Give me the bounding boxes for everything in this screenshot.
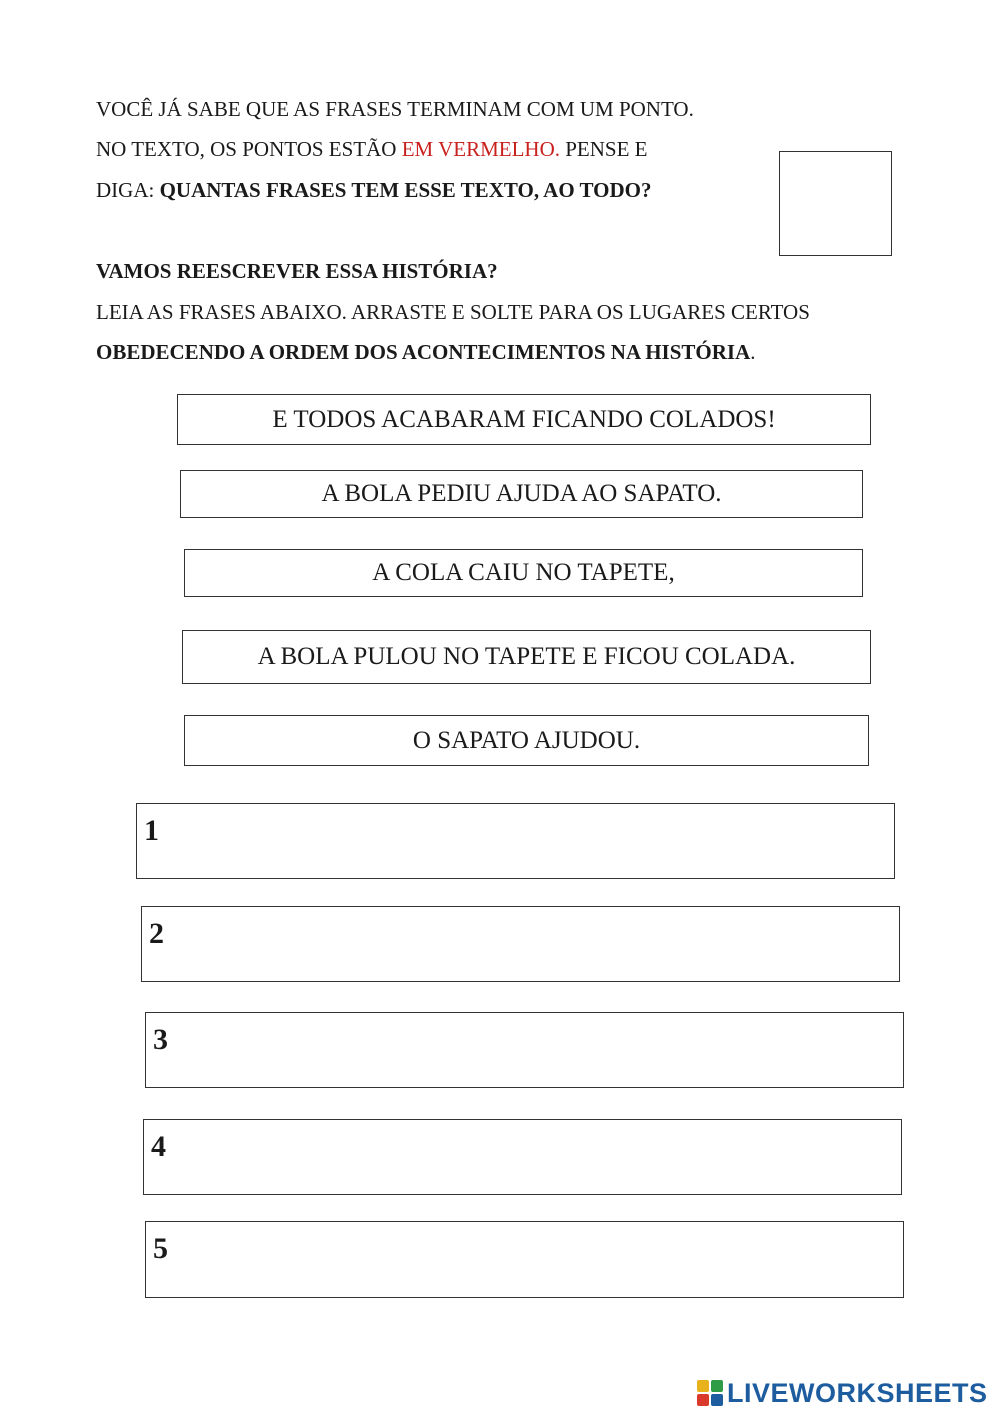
heading-text: VAMOS REESCREVER ESSA HISTÓRIA? — [96, 259, 498, 283]
slot-number: 3 — [153, 1023, 168, 1056]
instruction-text: PENSE E — [559, 137, 648, 161]
sentence-count-answer-box[interactable] — [779, 151, 892, 256]
instruction-text: NO TEXTO, OS PONTOS ESTÃO — [96, 137, 402, 161]
instruction-line-1 — [96, 99, 694, 120]
logo-square — [697, 1380, 709, 1392]
section-heading — [96, 261, 498, 282]
slot-number: 2 — [149, 917, 164, 950]
drop-slot-3[interactable] — [145, 1012, 904, 1088]
slot-number: 1 — [144, 814, 159, 847]
phrase-text: E TODOS ACABARAM FICANDO COLADOS! — [272, 405, 776, 433]
draggable-phrase-2[interactable] — [180, 470, 863, 518]
draggable-phrase-5[interactable] — [184, 715, 869, 766]
instruction-text: DIGA: — [96, 178, 160, 202]
slot-number: 4 — [151, 1130, 166, 1163]
liveworksheets-logo — [697, 1378, 988, 1408]
drop-slot-5[interactable] — [145, 1221, 904, 1298]
draggable-phrase-3[interactable] — [184, 549, 863, 597]
logo-square — [697, 1394, 709, 1406]
instruction-line-6 — [96, 342, 756, 363]
drop-slot-4[interactable] — [143, 1119, 902, 1195]
logo-square — [711, 1380, 723, 1392]
logo-text: LIVEWORKSHEETS — [727, 1377, 988, 1408]
instruction-text: VOCÊ JÁ SABE QUE AS FRASES TERMINAM COM UM PONTO. — [96, 97, 694, 121]
instruction-line-3 — [96, 180, 652, 201]
drop-slot-2[interactable] — [141, 906, 900, 982]
instruction-line-5 — [96, 302, 810, 323]
logo-square — [711, 1394, 723, 1406]
phrase-text: A BOLA PEDIU AJUDA AO SAPATO. — [321, 480, 722, 507]
drop-slot-1[interactable] — [136, 803, 895, 879]
instruction-text: LEIA AS FRASES ABAIXO. ARRASTE E SOLTE PARA OS LUGARES CERTOS — [96, 300, 810, 324]
red-highlight-text: EM VERMELHO. — [401, 137, 560, 161]
phrase-text: O SAPATO AJUDOU. — [412, 726, 641, 754]
draggable-phrase-4[interactable] — [182, 630, 871, 684]
phrase-text: A BOLA PULOU NO TAPETE E FICOU COLADA. — [257, 643, 796, 670]
draggable-phrase-1[interactable] — [177, 394, 871, 445]
slot-number: 5 — [153, 1232, 168, 1265]
instruction-text: . — [750, 340, 756, 364]
logo-mark-icon — [697, 1380, 723, 1406]
question-text: QUANTAS FRASES TEM ESSE TEXTO, AO TODO? — [159, 178, 652, 202]
phrase-text: A COLA CAIU NO TAPETE, — [372, 559, 675, 586]
instruction-bold-text: OBEDECENDO A ORDEM DOS ACONTECIMENTOS NA HISTÓRIA — [96, 340, 751, 364]
instruction-line-2 — [96, 139, 648, 160]
